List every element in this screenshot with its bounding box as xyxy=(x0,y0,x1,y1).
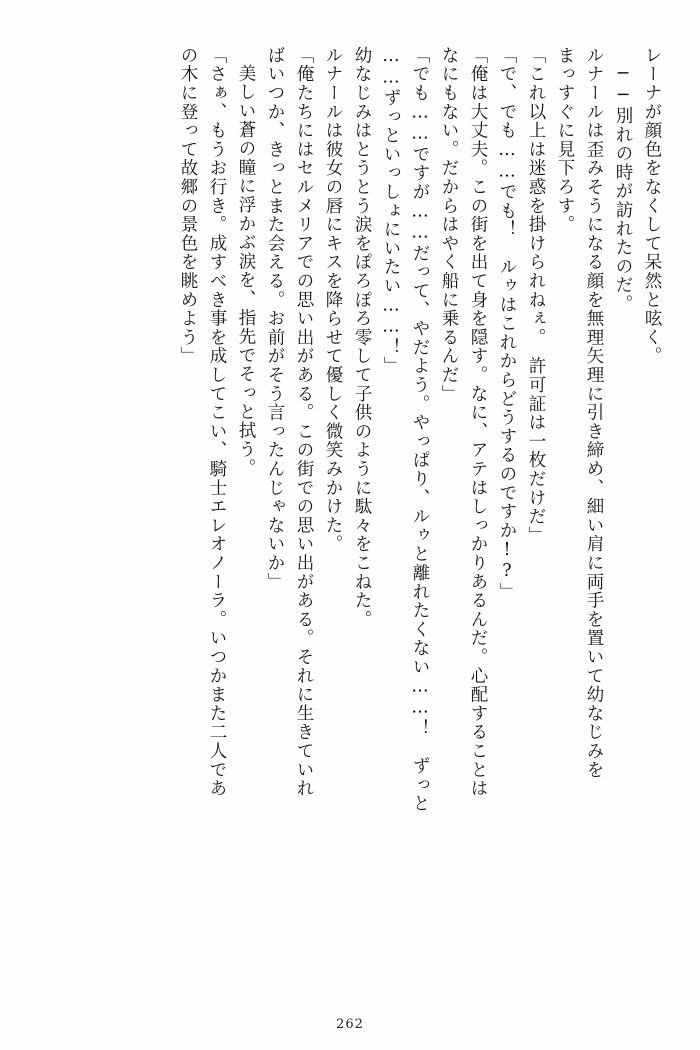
text-line: レーナが顔色をなくして呆然と呟く。 xyxy=(642,46,662,366)
text-line: 「さぁ、もうお行き。成すべき事を成してこい、騎士エレオノーラ。いつかまた二人であ xyxy=(207,46,227,798)
text-line: ──別れの時が訪れたのだ。 xyxy=(613,64,633,314)
text-line: なにもない。だからはやく船に乗るんだ」 xyxy=(439,46,459,404)
text-line: まっすぐに見下ろす。 xyxy=(555,46,575,234)
text-line: ルナールは彼女の唇にキスを降らせて優しく微笑みかけた。 xyxy=(323,46,343,554)
text-line: 「俺たちにはセルメリアでの思い出がある。この街での思い出がある。それに生きていれ xyxy=(294,46,314,798)
text-line: 「で、でも……でも！ ルゥはこれからどうするのですか!?」 xyxy=(497,46,517,602)
text-line: 「これ以上は迷惑を掛けられねぇ。 許可証は一枚だけだ」 xyxy=(526,46,546,545)
text-line: 美しい蒼の瞳に浮かぶ涙を、指先でそっと拭う。 xyxy=(236,64,256,478)
text-line: 幼なじみはとうとう涙をぽろぽろ零して子供のように駄々をこねた。 xyxy=(352,46,372,629)
text-line: ……ずっといっしょにいたい……！」 xyxy=(381,46,401,376)
text-line: 「でも……ですが……だって、やだよう。やっぱり、ルゥと離れたくない……！ ずっと xyxy=(410,46,430,813)
text-line: の木に登って故郷の景色を眺めよう」 xyxy=(178,46,198,366)
text-line: 「俺は大丈夫。この街を出て身を隠す。なに、アテはしっかりあるんだ。心配することは xyxy=(468,46,488,798)
text-line: ルナールは歪みそうになる顔を無理矢理に引き締め、細い肩に両手を置いて幼なじみを xyxy=(584,46,604,780)
vertical-text-body xyxy=(40,46,660,976)
text-line: ばいつか、きっとまた会える。お前がそう言ったんじゃないか」 xyxy=(265,46,285,592)
page-number: 262 xyxy=(336,1017,364,1032)
